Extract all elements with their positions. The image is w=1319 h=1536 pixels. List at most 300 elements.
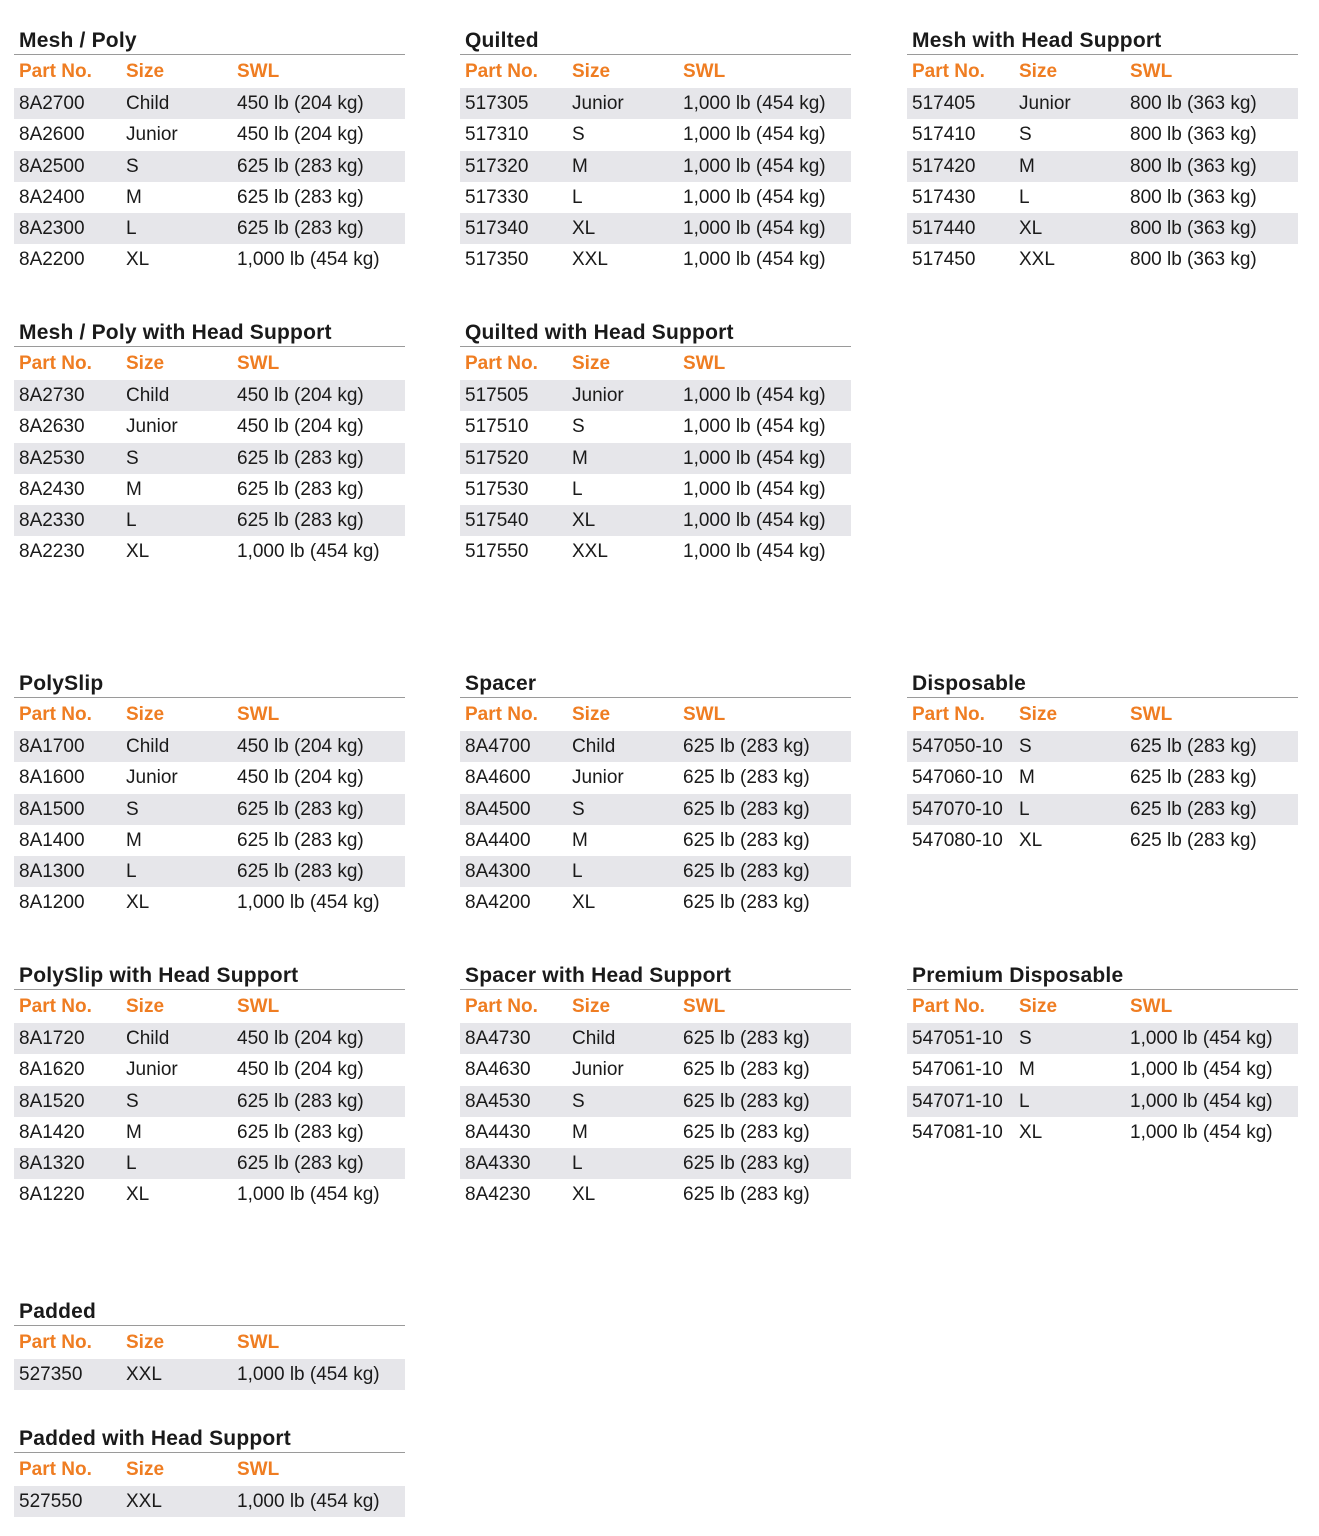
size-value: M <box>572 447 588 469</box>
swl-value: 450 lb (204 kg) <box>237 1059 364 1081</box>
header-size: Size <box>572 704 611 725</box>
header-size: Size <box>126 1332 165 1353</box>
table-row <box>460 1086 851 1117</box>
swl-value: 625 lb (283 kg) <box>683 1153 810 1175</box>
table-row <box>460 505 851 536</box>
header-size: Size <box>572 996 611 1017</box>
swl-value: 1,000 lb (454 kg) <box>683 186 826 208</box>
swl-value: 625 lb (283 kg) <box>237 1090 364 1112</box>
swl-value: 625 lb (283 kg) <box>237 218 364 240</box>
part-number: 517320 <box>465 155 529 177</box>
table-header-row <box>14 990 405 1023</box>
table-header-row <box>907 55 1298 88</box>
table-title: Mesh / Poly with Head Support <box>14 320 405 347</box>
size-value: XXL <box>572 249 608 271</box>
part-number: 8A1620 <box>19 1059 85 1081</box>
size-value: XXL <box>126 1491 162 1512</box>
swl-value: 1,000 lb (454 kg) <box>237 1491 380 1512</box>
size-value: M <box>572 155 588 177</box>
size-value: Junior <box>126 124 178 146</box>
size-value: XL <box>126 249 150 271</box>
spec-table <box>907 28 1298 276</box>
part-number: 517450 <box>912 249 976 271</box>
header-size: Size <box>572 353 611 374</box>
size-value: XL <box>126 1184 150 1206</box>
header-swl: SWL <box>237 704 280 725</box>
swl-value: 1,000 lb (454 kg) <box>683 541 826 563</box>
swl-value: 1,000 lb (454 kg) <box>683 155 826 177</box>
header-swl: SWL <box>1130 61 1173 82</box>
size-value: M <box>1019 155 1035 177</box>
size-value: S <box>126 447 139 469</box>
swl-value: 1,000 lb (454 kg) <box>683 385 826 406</box>
size-value: XXL <box>126 1364 162 1385</box>
part-number: 547061-10 <box>912 1059 1003 1081</box>
part-number: 8A4500 <box>465 798 531 820</box>
swl-value: 800 lb (363 kg) <box>1130 93 1257 114</box>
swl-value: 1,000 lb (454 kg) <box>683 510 826 532</box>
part-number: 517305 <box>465 93 529 114</box>
header-swl: SWL <box>683 61 726 82</box>
table-row <box>460 825 851 856</box>
table-row <box>14 1117 405 1148</box>
size-value: S <box>126 1090 139 1112</box>
swl-value: 1,000 lb (454 kg) <box>237 249 380 271</box>
swl-value: 625 lb (283 kg) <box>237 447 364 469</box>
swl-value: 450 lb (204 kg) <box>237 1028 364 1049</box>
table-header-row <box>460 347 851 380</box>
spec-table <box>14 671 405 919</box>
swl-value: 625 lb (283 kg) <box>683 861 810 883</box>
part-number: 8A4230 <box>465 1184 531 1206</box>
part-number: 8A4700 <box>465 736 531 757</box>
table-row <box>907 182 1298 213</box>
part-number: 8A2530 <box>19 447 85 469</box>
table-header-row <box>460 698 851 731</box>
size-value: M <box>572 1121 588 1143</box>
size-value: M <box>126 829 142 851</box>
part-number: 517440 <box>912 218 976 240</box>
table-row <box>460 1117 851 1148</box>
table-row <box>907 213 1298 244</box>
size-value: Child <box>126 93 170 114</box>
part-number: 547050-10 <box>912 736 1003 757</box>
swl-value: 625 lb (283 kg) <box>683 1028 810 1049</box>
table-row <box>460 1023 851 1054</box>
table-header-row <box>14 1326 405 1359</box>
table-row <box>907 151 1298 182</box>
part-number: 517420 <box>912 155 976 177</box>
part-number: 8A1400 <box>19 829 85 851</box>
header-swl: SWL <box>1130 704 1173 725</box>
table-row <box>14 1023 405 1054</box>
table-row <box>460 151 851 182</box>
part-number: 517540 <box>465 510 529 532</box>
part-number: 517520 <box>465 447 529 469</box>
size-value: Junior <box>126 416 178 438</box>
part-number: 517350 <box>465 249 529 271</box>
header-part-no: Part No. <box>465 704 538 725</box>
size-value: S <box>1019 1028 1032 1049</box>
swl-value: 625 lb (283 kg) <box>683 767 810 789</box>
swl-value: 1,000 lb (454 kg) <box>1130 1059 1273 1081</box>
size-value: XL <box>126 892 150 914</box>
size-value: S <box>572 124 585 146</box>
size-value: L <box>572 186 583 208</box>
size-value: XL <box>572 510 596 532</box>
table-row <box>460 794 851 825</box>
size-value: XL <box>1019 829 1043 851</box>
part-number: 517505 <box>465 385 529 406</box>
header-size: Size <box>126 996 165 1017</box>
table-row <box>907 825 1298 856</box>
size-value: Child <box>572 1028 616 1049</box>
spec-table <box>14 963 405 1211</box>
swl-value: 625 lb (283 kg) <box>237 861 364 883</box>
swl-value: 625 lb (283 kg) <box>1130 829 1257 851</box>
size-value: XL <box>1019 1121 1043 1143</box>
header-part-no: Part No. <box>912 996 985 1017</box>
table-title: Padded with Head Support <box>14 1426 405 1453</box>
part-number: 517330 <box>465 186 529 208</box>
size-value: Junior <box>572 767 624 789</box>
table-row <box>907 1086 1298 1117</box>
size-value: XL <box>572 892 596 914</box>
header-part-no: Part No. <box>465 996 538 1017</box>
part-number: 8A4630 <box>465 1059 531 1081</box>
size-value: S <box>572 416 585 438</box>
header-part-no: Part No. <box>465 353 538 374</box>
header-size: Size <box>1019 996 1058 1017</box>
table-row <box>14 1054 405 1085</box>
swl-value: 800 lb (363 kg) <box>1130 124 1257 146</box>
size-value: XL <box>572 218 596 240</box>
part-number: 8A4730 <box>465 1028 531 1049</box>
header-swl: SWL <box>237 1332 280 1353</box>
swl-value: 625 lb (283 kg) <box>1130 798 1257 820</box>
size-value: L <box>1019 186 1030 208</box>
swl-value: 1,000 lb (454 kg) <box>683 124 826 146</box>
table-row <box>14 794 405 825</box>
spec-table <box>907 963 1298 1148</box>
table-title: Mesh with Head Support <box>907 28 1298 55</box>
swl-value: 450 lb (204 kg) <box>237 93 364 114</box>
header-swl: SWL <box>683 704 726 725</box>
size-value: L <box>572 478 583 500</box>
part-number: 517550 <box>465 541 529 563</box>
table-title: Padded <box>14 1299 405 1326</box>
size-value: XL <box>1019 218 1043 240</box>
part-number: 517410 <box>912 124 976 146</box>
table-row <box>14 887 405 918</box>
table-row <box>460 536 851 567</box>
table-row <box>907 88 1298 119</box>
size-value: XXL <box>572 541 608 563</box>
swl-value: 625 lb (283 kg) <box>1130 767 1257 789</box>
size-value: XL <box>126 541 150 563</box>
header-size: Size <box>1019 704 1058 725</box>
size-value: XL <box>572 1184 596 1206</box>
header-size: Size <box>572 61 611 82</box>
size-value: XXL <box>1019 249 1055 271</box>
part-number: 8A4300 <box>465 861 531 883</box>
size-value: Junior <box>1019 93 1071 114</box>
part-number: 8A1520 <box>19 1090 85 1112</box>
header-size: Size <box>126 704 165 725</box>
table-header-row <box>460 990 851 1023</box>
part-number: 8A4400 <box>465 829 531 851</box>
header-part-no: Part No. <box>19 996 92 1017</box>
size-value: Child <box>126 1028 170 1049</box>
table-title: Spacer <box>460 671 851 698</box>
spec-table <box>460 320 851 568</box>
part-number: 8A2230 <box>19 541 85 563</box>
part-number: 8A2430 <box>19 478 85 500</box>
table-row <box>460 762 851 793</box>
table-row <box>907 119 1298 150</box>
table-row <box>907 762 1298 793</box>
table-row <box>907 1117 1298 1148</box>
header-part-no: Part No. <box>465 61 538 82</box>
swl-value: 1,000 lb (454 kg) <box>1130 1090 1273 1112</box>
header-swl: SWL <box>683 996 726 1017</box>
size-value: Child <box>126 736 170 757</box>
table-row <box>14 182 405 213</box>
size-value: S <box>1019 736 1032 757</box>
swl-value: 625 lb (283 kg) <box>237 186 364 208</box>
table-row <box>14 1486 405 1517</box>
table-row <box>460 88 851 119</box>
part-number: 8A1420 <box>19 1121 85 1143</box>
table-header-row <box>14 347 405 380</box>
table-title: PolySlip with Head Support <box>14 963 405 990</box>
header-size: Size <box>126 1459 165 1480</box>
swl-value: 1,000 lb (454 kg) <box>237 892 380 914</box>
table-header-row <box>14 698 405 731</box>
part-number: 8A2700 <box>19 93 85 114</box>
part-number: 8A2730 <box>19 385 85 406</box>
header-size: Size <box>126 61 165 82</box>
part-number: 8A2400 <box>19 186 85 208</box>
part-number: 8A2630 <box>19 416 85 438</box>
part-number: 547051-10 <box>912 1028 1003 1049</box>
part-number: 527350 <box>19 1364 83 1385</box>
part-number: 517310 <box>465 124 529 146</box>
size-value: Child <box>126 385 170 406</box>
part-number: 547080-10 <box>912 829 1003 851</box>
swl-value: 800 lb (363 kg) <box>1130 249 1257 271</box>
part-number: 8A1720 <box>19 1028 85 1049</box>
swl-value: 1,000 lb (454 kg) <box>237 1364 380 1385</box>
part-number: 547070-10 <box>912 798 1003 820</box>
swl-value: 625 lb (283 kg) <box>683 798 810 820</box>
table-row <box>460 1179 851 1210</box>
header-part-no: Part No. <box>912 61 985 82</box>
swl-value: 450 lb (204 kg) <box>237 124 364 146</box>
table-row <box>14 1179 405 1210</box>
swl-value: 625 lb (283 kg) <box>683 1184 810 1206</box>
table-row <box>14 1359 405 1390</box>
table-title: PolySlip <box>14 671 405 698</box>
part-number: 8A1320 <box>19 1153 85 1175</box>
table-row <box>14 213 405 244</box>
size-value: S <box>572 798 585 820</box>
table-row <box>460 856 851 887</box>
table-header-row <box>460 55 851 88</box>
table-row <box>907 1023 1298 1054</box>
size-value: S <box>1019 124 1032 146</box>
spec-table <box>14 28 405 276</box>
header-part-no: Part No. <box>19 1459 92 1480</box>
size-value: L <box>572 1153 583 1175</box>
swl-value: 625 lb (283 kg) <box>683 1059 810 1081</box>
swl-value: 1,000 lb (454 kg) <box>683 249 826 271</box>
header-part-no: Part No. <box>19 1332 92 1353</box>
part-number: 517530 <box>465 478 529 500</box>
swl-value: 1,000 lb (454 kg) <box>1130 1121 1273 1143</box>
table-row <box>460 244 851 275</box>
spec-table <box>460 671 851 919</box>
header-swl: SWL <box>237 353 280 374</box>
header-swl: SWL <box>1130 996 1173 1017</box>
size-value: Child <box>572 736 616 757</box>
header-part-no: Part No. <box>19 61 92 82</box>
table-row <box>14 505 405 536</box>
part-number: 547060-10 <box>912 767 1003 789</box>
part-number: 8A4330 <box>465 1153 531 1175</box>
header-swl: SWL <box>237 996 280 1017</box>
swl-value: 1,000 lb (454 kg) <box>683 218 826 240</box>
part-number: 8A1300 <box>19 861 85 883</box>
swl-value: 625 lb (283 kg) <box>237 798 364 820</box>
swl-value: 450 lb (204 kg) <box>237 385 364 406</box>
swl-value: 625 lb (283 kg) <box>1130 736 1257 757</box>
table-header-row <box>14 1453 405 1486</box>
part-number: 8A2330 <box>19 510 85 532</box>
size-value: S <box>126 798 139 820</box>
table-row <box>460 887 851 918</box>
table-row <box>907 794 1298 825</box>
swl-value: 800 lb (363 kg) <box>1130 155 1257 177</box>
table-row <box>460 411 851 442</box>
swl-value: 1,000 lb (454 kg) <box>683 478 826 500</box>
swl-value: 1,000 lb (454 kg) <box>1130 1028 1273 1049</box>
table-row <box>907 731 1298 762</box>
size-value: L <box>126 510 137 532</box>
table-header-row <box>14 55 405 88</box>
table-row <box>460 443 851 474</box>
swl-value: 1,000 lb (454 kg) <box>237 541 380 563</box>
table-row <box>14 856 405 887</box>
swl-value: 800 lb (363 kg) <box>1130 186 1257 208</box>
size-value: Junior <box>572 1059 624 1081</box>
size-value: L <box>1019 798 1030 820</box>
size-value: S <box>126 155 139 177</box>
table-row <box>14 536 405 567</box>
part-number: 517340 <box>465 218 529 240</box>
size-value: M <box>126 478 142 500</box>
table-row <box>460 119 851 150</box>
swl-value: 625 lb (283 kg) <box>683 736 810 757</box>
part-number: 547071-10 <box>912 1090 1003 1112</box>
part-number: 8A1200 <box>19 892 85 914</box>
header-swl: SWL <box>237 61 280 82</box>
header-swl: SWL <box>683 353 726 374</box>
part-number: 8A4530 <box>465 1090 531 1112</box>
swl-value: 1,000 lb (454 kg) <box>237 1184 380 1206</box>
table-title: Mesh / Poly <box>14 28 405 55</box>
swl-value: 625 lb (283 kg) <box>683 1121 810 1143</box>
part-number: 8A4600 <box>465 767 531 789</box>
header-swl: SWL <box>237 1459 280 1480</box>
spec-table <box>14 320 405 568</box>
size-value: Junior <box>572 93 624 114</box>
size-value: L <box>572 861 583 883</box>
swl-value: 625 lb (283 kg) <box>237 1153 364 1175</box>
size-value: L <box>126 1153 137 1175</box>
part-number: 8A2600 <box>19 124 85 146</box>
size-value: L <box>126 218 137 240</box>
size-value: Junior <box>572 385 624 406</box>
table-title: Quilted <box>460 28 851 55</box>
part-number: 547081-10 <box>912 1121 1003 1143</box>
header-part-no: Part No. <box>912 704 985 725</box>
size-value: M <box>126 186 142 208</box>
size-value: Junior <box>126 1059 178 1081</box>
part-number: 8A4430 <box>465 1121 531 1143</box>
table-row <box>460 731 851 762</box>
part-number: 527550 <box>19 1491 83 1512</box>
header-size: Size <box>1019 61 1058 82</box>
part-number: 8A4200 <box>465 892 531 914</box>
swl-value: 625 lb (283 kg) <box>237 478 364 500</box>
table-row <box>14 151 405 182</box>
table-row <box>907 244 1298 275</box>
table-row <box>460 380 851 411</box>
part-number: 8A2200 <box>19 249 85 271</box>
size-value: S <box>572 1090 585 1112</box>
part-number: 8A2300 <box>19 218 85 240</box>
swl-value: 625 lb (283 kg) <box>683 829 810 851</box>
table-row <box>460 474 851 505</box>
table-row <box>14 88 405 119</box>
table-row <box>14 731 405 762</box>
size-value: Junior <box>126 767 178 789</box>
table-header-row <box>907 698 1298 731</box>
size-value: M <box>1019 1059 1035 1081</box>
table-row <box>14 411 405 442</box>
spec-table <box>460 28 851 276</box>
swl-value: 625 lb (283 kg) <box>683 1090 810 1112</box>
table-row <box>14 474 405 505</box>
swl-value: 1,000 lb (454 kg) <box>683 416 826 438</box>
table-row <box>460 182 851 213</box>
swl-value: 625 lb (283 kg) <box>237 510 364 532</box>
part-number: 8A2500 <box>19 155 85 177</box>
table-row <box>14 380 405 411</box>
table-row <box>14 1086 405 1117</box>
swl-value: 625 lb (283 kg) <box>237 155 364 177</box>
table-row <box>14 1148 405 1179</box>
table-title: Premium Disposable <box>907 963 1298 990</box>
swl-value: 450 lb (204 kg) <box>237 767 364 789</box>
swl-value: 625 lb (283 kg) <box>237 1121 364 1143</box>
part-number: 8A1600 <box>19 767 85 789</box>
table-row <box>907 1054 1298 1085</box>
table-title: Quilted with Head Support <box>460 320 851 347</box>
table-title: Disposable <box>907 671 1298 698</box>
size-value: M <box>1019 767 1035 789</box>
